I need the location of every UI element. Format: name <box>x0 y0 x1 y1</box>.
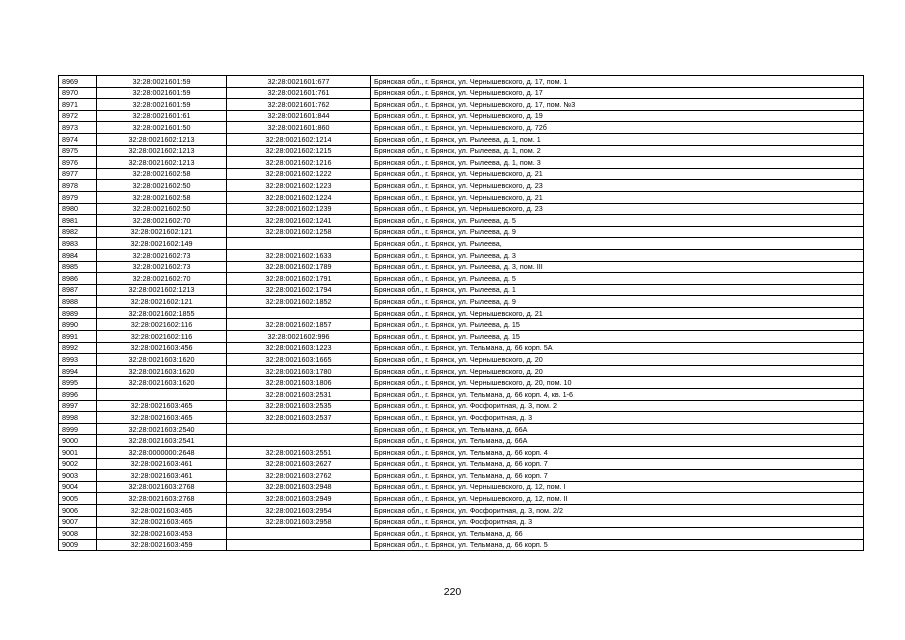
row-number-cell: 9004 <box>59 481 97 493</box>
address-cell: Брянская обл., г. Брянск, ул. Тельмана, д. 66 корп. 7 <box>371 470 864 482</box>
object-cadastral-cell <box>227 423 371 435</box>
parcel-cadastral-cell: 32:28:0021603:459 <box>97 539 227 551</box>
object-cadastral-cell: 32:28:0021603:2948 <box>227 481 371 493</box>
parcel-cadastral-cell: 32:28:0021602:1213 <box>97 145 227 157</box>
row-number-cell: 8986 <box>59 273 97 285</box>
object-cadastral-cell: 32:28:0021601:677 <box>227 76 371 88</box>
row-number-cell: 8984 <box>59 249 97 261</box>
address-cell: Брянская обл., г. Брянск, ул. Тельмана, д. 66 корп. 7 <box>371 458 864 470</box>
address-cell: Брянская обл., г. Брянск, ул. Рылеева, д. 15 <box>371 331 864 343</box>
table-row <box>59 191 864 203</box>
table-row <box>59 342 864 354</box>
address-cell: Брянская обл., г. Брянск, ул. Рылеева, д. 5 <box>371 215 864 227</box>
object-cadastral-cell: 32:28:0021603:2958 <box>227 516 371 528</box>
row-number-cell: 8979 <box>59 191 97 203</box>
table-row <box>59 76 864 88</box>
address-cell: Брянская обл., г. Брянск, ул. Чернышевского, д. 20 <box>371 354 864 366</box>
row-number-cell: 8970 <box>59 87 97 99</box>
table-row <box>59 296 864 308</box>
address-cell: Брянская обл., г. Брянск, ул. Фосфоритная, д. 3, пом. 2/2 <box>371 504 864 516</box>
object-cadastral-cell: 32:28:0021601:860 <box>227 122 371 134</box>
table-row <box>59 168 864 180</box>
parcel-cadastral-cell: 32:28:0021603:2768 <box>97 493 227 505</box>
table-row <box>59 145 864 157</box>
registry-table <box>58 75 864 551</box>
parcel-cadastral-cell: 32:28:0021601:59 <box>97 99 227 111</box>
object-cadastral-cell: 32:28:0021603:2537 <box>227 412 371 424</box>
address-cell: Брянская обл., г. Брянск, ул. Фосфоритная, д. 3 <box>371 412 864 424</box>
object-cadastral-cell: 32:28:0021603:1665 <box>227 354 371 366</box>
row-number-cell: 8971 <box>59 99 97 111</box>
object-cadastral-cell <box>227 307 371 319</box>
address-cell: Брянская обл., г. Брянск, ул. Чернышевского, д. 20 <box>371 365 864 377</box>
object-cadastral-cell <box>227 528 371 540</box>
object-cadastral-cell: 32:28:0021601:762 <box>227 99 371 111</box>
row-number-cell: 8982 <box>59 226 97 238</box>
row-number-cell: 8972 <box>59 110 97 122</box>
address-cell: Брянская обл., г. Брянск, ул. Тельмана, д. 66 <box>371 528 864 540</box>
row-number-cell: 9003 <box>59 470 97 482</box>
row-number-cell: 8973 <box>59 122 97 134</box>
table-row <box>59 412 864 424</box>
table-row <box>59 215 864 227</box>
registry-table-body <box>59 76 864 551</box>
row-number-cell: 8969 <box>59 76 97 88</box>
address-cell: Брянская обл., г. Брянск, ул. Тельмана, д. 66А <box>371 423 864 435</box>
object-cadastral-cell: 32:28:0021603:2627 <box>227 458 371 470</box>
table-row <box>59 273 864 285</box>
table-row <box>59 539 864 551</box>
address-cell: Брянская обл., г. Брянск, ул. Чернышевского, д. 23 <box>371 203 864 215</box>
object-cadastral-cell: 32:28:0021602:996 <box>227 331 371 343</box>
object-cadastral-cell: 32:28:0021603:2762 <box>227 470 371 482</box>
row-number-cell: 8994 <box>59 365 97 377</box>
object-cadastral-cell: 32:28:0021603:2949 <box>227 493 371 505</box>
row-number-cell: 8993 <box>59 354 97 366</box>
table-row <box>59 493 864 505</box>
parcel-cadastral-cell: 32:28:0021603:1620 <box>97 365 227 377</box>
address-cell: Брянская обл., г. Брянск, ул. Тельмана, д. 66 корп. 5А <box>371 342 864 354</box>
parcel-cadastral-cell: 32:28:0021602:121 <box>97 296 227 308</box>
object-cadastral-cell: 32:28:0021602:1214 <box>227 133 371 145</box>
object-cadastral-cell: 32:28:0021603:2531 <box>227 389 371 401</box>
parcel-cadastral-cell: 32:28:0021602:58 <box>97 191 227 203</box>
row-number-cell: 9008 <box>59 528 97 540</box>
table-row <box>59 331 864 343</box>
object-cadastral-cell: 32:28:0021603:1223 <box>227 342 371 354</box>
row-number-cell: 8990 <box>59 319 97 331</box>
parcel-cadastral-cell: 32:28:0021603:2768 <box>97 481 227 493</box>
table-row <box>59 87 864 99</box>
row-number-cell: 9001 <box>59 447 97 459</box>
object-cadastral-cell: 32:28:0021603:1806 <box>227 377 371 389</box>
parcel-cadastral-cell: 32:28:0021602:121 <box>97 226 227 238</box>
address-cell: Брянская обл., г. Брянск, ул. Чернышевского, д. 17, пом. 1 <box>371 76 864 88</box>
table-row <box>59 133 864 145</box>
object-cadastral-cell: 32:28:0021603:2954 <box>227 504 371 516</box>
row-number-cell: 8980 <box>59 203 97 215</box>
table-row <box>59 389 864 401</box>
address-cell: Брянская обл., г. Брянск, ул. Рылеева, д. 9 <box>371 296 864 308</box>
parcel-cadastral-cell: 32:28:0021602:58 <box>97 168 227 180</box>
parcel-cadastral-cell: 32:28:0021603:465 <box>97 504 227 516</box>
table-row <box>59 481 864 493</box>
parcel-cadastral-cell: 32:28:0021602:70 <box>97 215 227 227</box>
row-number-cell: 9000 <box>59 435 97 447</box>
table-row <box>59 516 864 528</box>
row-number-cell: 8998 <box>59 412 97 424</box>
object-cadastral-cell <box>227 238 371 250</box>
address-cell: Брянская обл., г. Брянск, ул. Чернышевского, д. 12, пом. I <box>371 481 864 493</box>
parcel-cadastral-cell: 32:28:0021601:50 <box>97 122 227 134</box>
table-row <box>59 470 864 482</box>
parcel-cadastral-cell: 32:28:0021602:70 <box>97 273 227 285</box>
row-number-cell: 8976 <box>59 157 97 169</box>
address-cell: Брянская обл., г. Брянск, ул. Рылеева, д. 1, пом. 2 <box>371 145 864 157</box>
parcel-cadastral-cell: 32:28:0021602:73 <box>97 249 227 261</box>
row-number-cell: 8988 <box>59 296 97 308</box>
object-cadastral-cell: 32:28:0021602:1224 <box>227 191 371 203</box>
table-row <box>59 122 864 134</box>
address-cell: Брянская обл., г. Брянск, ул. Рылеева, д. 9 <box>371 226 864 238</box>
table-row <box>59 504 864 516</box>
parcel-cadastral-cell: 32:28:0021602:50 <box>97 203 227 215</box>
row-number-cell: 9009 <box>59 539 97 551</box>
object-cadastral-cell: 32:28:0021601:844 <box>227 110 371 122</box>
parcel-cadastral-cell: 32:28:0021603:2540 <box>97 423 227 435</box>
object-cadastral-cell: 32:28:0021602:1222 <box>227 168 371 180</box>
address-cell: Брянская обл., г. Брянск, ул. Чернышевского, д. 17 <box>371 87 864 99</box>
address-cell: Брянская обл., г. Брянск, ул. Чернышевского, д. 21 <box>371 307 864 319</box>
object-cadastral-cell: 32:28:0021602:1241 <box>227 215 371 227</box>
address-cell: Брянская обл., г. Брянск, ул. Рылеева, д. 1, пом. 3 <box>371 157 864 169</box>
parcel-cadastral-cell: 32:28:0021603:456 <box>97 342 227 354</box>
address-cell: Брянская обл., г. Брянск, ул. Чернышевского, д. 72б <box>371 122 864 134</box>
address-cell: Брянская обл., г. Брянск, ул. Рылеева, <box>371 238 864 250</box>
address-cell: Брянская обл., г. Брянск, ул. Рылеева, д. 3 <box>371 249 864 261</box>
address-cell: Брянская обл., г. Брянск, ул. Тельмана, д. 66 корп. 4 <box>371 447 864 459</box>
table-row <box>59 400 864 412</box>
object-cadastral-cell: 32:28:0021602:1789 <box>227 261 371 273</box>
object-cadastral-cell: 32:28:0021602:1794 <box>227 284 371 296</box>
address-cell: Брянская обл., г. Брянск, ул. Фосфоритная, д. 3, пом. 2 <box>371 400 864 412</box>
parcel-cadastral-cell: 32:28:0021603:2541 <box>97 435 227 447</box>
row-number-cell: 8978 <box>59 180 97 192</box>
address-cell: Брянская обл., г. Брянск, ул. Чернышевского, д. 17, пом. №3 <box>371 99 864 111</box>
row-number-cell: 8983 <box>59 238 97 250</box>
parcel-cadastral-cell: 32:28:0021601:61 <box>97 110 227 122</box>
address-cell: Брянская обл., г. Брянск, ул. Чернышевского, д. 21 <box>371 191 864 203</box>
row-number-cell: 8985 <box>59 261 97 273</box>
parcel-cadastral-cell: 32:28:0021601:59 <box>97 87 227 99</box>
parcel-cadastral-cell: 32:28:0021603:1620 <box>97 377 227 389</box>
row-number-cell: 8987 <box>59 284 97 296</box>
table-row <box>59 157 864 169</box>
object-cadastral-cell: 32:28:0021602:1239 <box>227 203 371 215</box>
row-number-cell: 8989 <box>59 307 97 319</box>
parcel-cadastral-cell: 32:28:0021602:1213 <box>97 133 227 145</box>
table-row <box>59 226 864 238</box>
table-row <box>59 528 864 540</box>
row-number-cell: 8992 <box>59 342 97 354</box>
object-cadastral-cell: 32:28:0021601:761 <box>227 87 371 99</box>
row-number-cell: 9006 <box>59 504 97 516</box>
row-number-cell: 8999 <box>59 423 97 435</box>
address-cell: Брянская обл., г. Брянск, ул. Тельмана, д. 66 корп. 5 <box>371 539 864 551</box>
row-number-cell: 8997 <box>59 400 97 412</box>
object-cadastral-cell: 32:28:0021602:1258 <box>227 226 371 238</box>
parcel-cadastral-cell: 32:28:0021602:73 <box>97 261 227 273</box>
row-number-cell: 8991 <box>59 331 97 343</box>
object-cadastral-cell: 32:28:0021602:1852 <box>227 296 371 308</box>
object-cadastral-cell: 32:28:0021603:2551 <box>227 447 371 459</box>
row-number-cell: 8981 <box>59 215 97 227</box>
parcel-cadastral-cell: 32:28:0021603:461 <box>97 470 227 482</box>
table-row <box>59 377 864 389</box>
address-cell: Брянская обл., г. Брянск, ул. Рылеева, д. 3, пом. III <box>371 261 864 273</box>
parcel-cadastral-cell: 32:28:0021602:1855 <box>97 307 227 319</box>
parcel-cadastral-cell: 32:28:0021602:116 <box>97 331 227 343</box>
table-row <box>59 307 864 319</box>
parcel-cadastral-cell: 32:28:0000000:2648 <box>97 447 227 459</box>
table-row <box>59 365 864 377</box>
parcel-cadastral-cell: 32:28:0021603:1620 <box>97 354 227 366</box>
parcel-cadastral-cell: 32:28:0021601:59 <box>97 76 227 88</box>
row-number-cell: 9002 <box>59 458 97 470</box>
object-cadastral-cell: 32:28:0021602:1223 <box>227 180 371 192</box>
object-cadastral-cell: 32:28:0021603:1780 <box>227 365 371 377</box>
table-row <box>59 99 864 111</box>
object-cadastral-cell: 32:28:0021602:1215 <box>227 145 371 157</box>
object-cadastral-cell: 32:28:0021602:1633 <box>227 249 371 261</box>
parcel-cadastral-cell: 32:28:0021602:1213 <box>97 157 227 169</box>
row-number-cell: 8995 <box>59 377 97 389</box>
address-cell: Брянская обл., г. Брянск, ул. Рылеева, д. 15 <box>371 319 864 331</box>
parcel-cadastral-cell: 32:28:0021603:461 <box>97 458 227 470</box>
address-cell: Брянская обл., г. Брянск, ул. Чернышевского, д. 23 <box>371 180 864 192</box>
address-cell: Брянская обл., г. Брянск, ул. Тельмана, д. 66 корп. 4, кв. 1-6 <box>371 389 864 401</box>
table-row <box>59 249 864 261</box>
object-cadastral-cell: 32:28:0021602:1791 <box>227 273 371 285</box>
row-number-cell: 8974 <box>59 133 97 145</box>
object-cadastral-cell: 32:28:0021603:2535 <box>227 400 371 412</box>
object-cadastral-cell <box>227 435 371 447</box>
row-number-cell: 9007 <box>59 516 97 528</box>
parcel-cadastral-cell: 32:28:0021603:465 <box>97 516 227 528</box>
table-row <box>59 354 864 366</box>
table-row <box>59 458 864 470</box>
object-cadastral-cell: 32:28:0021602:1857 <box>227 319 371 331</box>
row-number-cell: 8975 <box>59 145 97 157</box>
page-number: 220 <box>443 586 462 598</box>
object-cadastral-cell <box>227 539 371 551</box>
address-cell: Брянская обл., г. Брянск, ул. Тельмана, д. 66А <box>371 435 864 447</box>
parcel-cadastral-cell <box>97 389 227 401</box>
row-number-cell: 8977 <box>59 168 97 180</box>
table-row <box>59 284 864 296</box>
table-row <box>59 261 864 273</box>
table-row <box>59 423 864 435</box>
parcel-cadastral-cell: 32:28:0021602:149 <box>97 238 227 250</box>
table-row <box>59 110 864 122</box>
parcel-cadastral-cell: 32:28:0021603:465 <box>97 400 227 412</box>
address-cell: Брянская обл., г. Брянск, ул. Рылеева, д. 1, пом. 1 <box>371 133 864 145</box>
table-row <box>59 447 864 459</box>
row-number-cell: 9005 <box>59 493 97 505</box>
table-row <box>59 238 864 250</box>
address-cell: Брянская обл., г. Брянск, ул. Рылеева, д. 5 <box>371 273 864 285</box>
address-cell: Брянская обл., г. Брянск, ул. Чернышевского, д. 19 <box>371 110 864 122</box>
parcel-cadastral-cell: 32:28:0021602:50 <box>97 180 227 192</box>
address-cell: Брянская обл., г. Брянск, ул. Чернышевского, д. 21 <box>371 168 864 180</box>
address-cell: Брянская обл., г. Брянск, ул. Чернышевского, д. 20, пом. 10 <box>371 377 864 389</box>
table-row <box>59 319 864 331</box>
object-cadastral-cell: 32:28:0021602:1216 <box>227 157 371 169</box>
table-row <box>59 435 864 447</box>
address-cell: Брянская обл., г. Брянск, ул. Рылеева, д. 1 <box>371 284 864 296</box>
address-cell: Брянская обл., г. Брянск, ул. Фосфоритная, д. 3 <box>371 516 864 528</box>
table-row <box>59 203 864 215</box>
parcel-cadastral-cell: 32:28:0021603:465 <box>97 412 227 424</box>
parcel-cadastral-cell: 32:28:0021602:116 <box>97 319 227 331</box>
parcel-cadastral-cell: 32:28:0021602:1213 <box>97 284 227 296</box>
address-cell: Брянская обл., г. Брянск, ул. Чернышевского, д. 12, пом. II <box>371 493 864 505</box>
parcel-cadastral-cell: 32:28:0021603:453 <box>97 528 227 540</box>
table-row <box>59 180 864 192</box>
row-number-cell: 8996 <box>59 389 97 401</box>
